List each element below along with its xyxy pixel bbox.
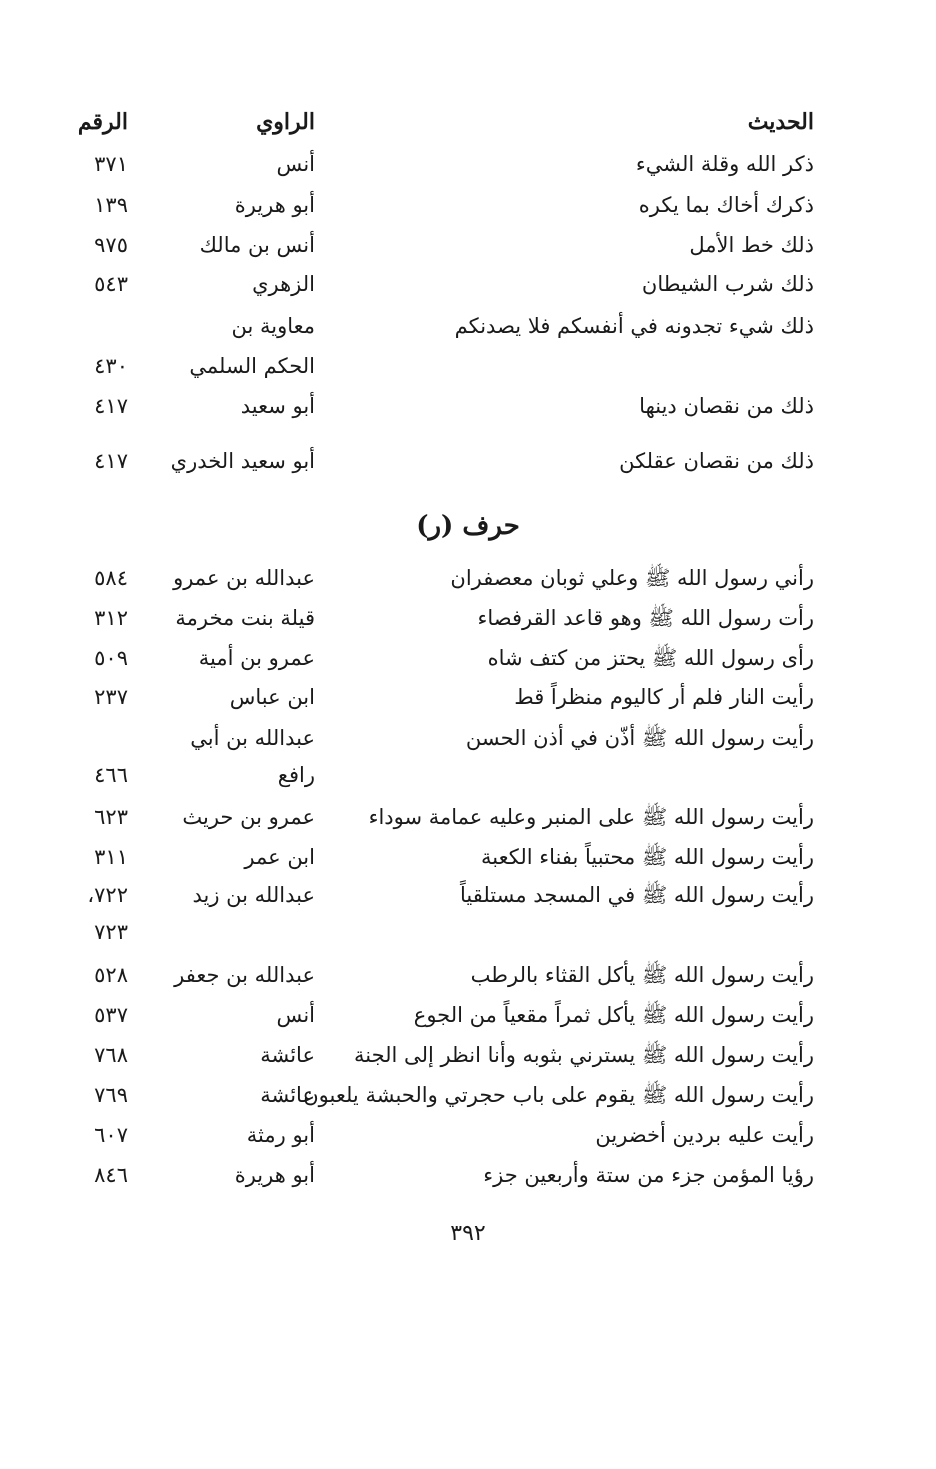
hadith-text: ذلك من نقصان دينها xyxy=(639,394,814,418)
table-row xyxy=(0,386,936,426)
table-row xyxy=(0,955,936,995)
narrator: ابن عمر xyxy=(244,845,315,869)
narrator: رافع xyxy=(277,763,315,787)
page-number: ٣٩٢ xyxy=(450,1221,486,1246)
hadith-text: رأى رسول الله ﷺ يحتز من كتف شاه xyxy=(487,646,814,670)
hadith-text: رأيت النار فلم أر كاليوم منظراً قط xyxy=(514,685,814,709)
narrator: عبدالله بن زيد xyxy=(192,883,315,907)
hadith-number: ٩٧٥ xyxy=(94,233,128,257)
narrator: قيلة بنت مخرمة xyxy=(175,606,315,630)
table-row xyxy=(0,797,936,837)
header-number: الرقم xyxy=(77,109,128,135)
table-row xyxy=(0,598,936,638)
hadith-number: ٨٤٦ xyxy=(94,1163,128,1187)
table-row xyxy=(0,837,936,877)
table-row xyxy=(0,144,936,184)
hadith-number: ٥٨٤ xyxy=(94,566,128,590)
narrator: ابن عباس xyxy=(229,685,315,709)
narrator: أنس xyxy=(276,152,315,176)
hadith-number: ٦٢٣ xyxy=(94,805,128,829)
header-hadith: الحديث xyxy=(747,109,814,135)
table-row xyxy=(0,755,936,795)
narrator: أنس xyxy=(276,1003,315,1027)
hadith-number: ٥٢٨ xyxy=(94,963,128,987)
hadith-number: ٤١٧ xyxy=(94,449,128,473)
table-row xyxy=(0,225,936,265)
hadith-text: ذكرك أخاك بما يكره xyxy=(638,193,814,217)
hadith-text: رأيت رسول الله ﷺ يقوم على باب حجرتي والحبشة يلعبون xyxy=(303,1083,814,1107)
hadith-text: ذلك شرب الشيطان xyxy=(641,272,814,296)
narrator: الزهري xyxy=(252,272,315,296)
hadith-text: رأيت رسول الله ﷺ أذّن في أذن الحسن xyxy=(465,726,814,750)
hadith-text: رأيت رسول الله ﷺ على المنبر وعليه عمامة سوداء xyxy=(368,805,814,829)
narrator: أبو سعيد الخدري xyxy=(170,449,315,473)
narrator: عمرو بن حريث xyxy=(182,805,315,829)
hadith-number: ٦٠٧ xyxy=(94,1123,128,1147)
hadith-number: ٧٢٢، xyxy=(87,883,128,907)
hadith-text: رؤيا المؤمن جزء من ستة وأربعين جزء xyxy=(483,1163,814,1187)
hadith-text: رأت رسول الله ﷺ وهو قاعد القرفصاء xyxy=(477,606,814,630)
hadith-number: ٣١١ xyxy=(94,845,128,869)
hadith-text: رأيت رسول الله ﷺ يأكل القثاء بالرطب xyxy=(470,963,814,987)
table-row xyxy=(0,1155,936,1195)
hadith-number: ٥٤٣ xyxy=(94,272,128,296)
hadith-number: ٤٦٦ xyxy=(94,763,128,787)
table-row xyxy=(0,264,936,304)
hadith-text: ذلك خط الأمل xyxy=(689,233,814,257)
section-title: حرف (ر) xyxy=(416,511,520,541)
hadith-number: ٤٣٠ xyxy=(94,354,128,378)
hadith-number: ٥٣٧ xyxy=(94,1003,128,1027)
hadith-text: رأيت رسول الله ﷺ يسترني بثوبه وأنا انظر إلى الجنة xyxy=(354,1043,814,1067)
narrator: عبدالله بن أبي xyxy=(190,726,315,750)
hadith-number: ٣١٢ xyxy=(94,606,128,630)
narrator: أبو هريرة xyxy=(234,193,315,217)
hadith-text: رأيت رسول الله ﷺ يأكل ثمراً مقعياً من الجوع xyxy=(413,1003,814,1027)
narrator: أبو سعيد xyxy=(240,394,315,418)
table-row xyxy=(0,1035,936,1075)
table-row xyxy=(0,558,936,598)
narrator: عمرو بن أمية xyxy=(198,646,315,670)
narrator: عبدالله بن عمرو xyxy=(173,566,315,590)
hadith-number: ٣٧١ xyxy=(94,152,128,176)
hadith-text: ذلك شيء تجدونه في أنفسكم فلا يصدنكم xyxy=(454,314,814,338)
hadith-text: رأيت رسول الله ﷺ في المسجد مستلقياً xyxy=(459,883,814,907)
narrator: عبدالله بن جعفر xyxy=(174,963,315,987)
header-rawi: الراوي xyxy=(256,109,315,135)
hadith-number: ٥٠٩ xyxy=(94,646,128,670)
narrator: عائشة xyxy=(260,1083,315,1107)
hadith-text: رأني رسول الله ﷺ وعلي ثوبان معصفران xyxy=(450,566,814,590)
table-row xyxy=(0,995,936,1035)
narrator: أبو رمثة xyxy=(246,1123,315,1147)
hadith-text: ذكر الله وقلة الشيء xyxy=(635,152,814,176)
hadith-number: ٧٦٨ xyxy=(94,1043,128,1067)
table-row xyxy=(0,185,936,225)
hadith-number: ٧٦٩ xyxy=(94,1083,128,1107)
hadith-text: رأيت عليه بردين أخضرين xyxy=(595,1123,814,1147)
table-row xyxy=(0,346,936,386)
hadith-number: ٧٢٣ xyxy=(94,920,128,944)
narrator: معاوية بن xyxy=(231,314,315,338)
table-row xyxy=(0,638,936,678)
table-header xyxy=(0,102,936,142)
table-row xyxy=(0,718,936,758)
table-row xyxy=(0,875,936,915)
narrator: عائشة xyxy=(260,1043,315,1067)
hadith-number: ١٣٩ xyxy=(94,193,128,217)
hadith-number: ٢٣٧ xyxy=(94,685,128,709)
table-row xyxy=(0,441,936,481)
table-row xyxy=(0,912,936,952)
narrator: الحكم السلمي xyxy=(189,354,315,378)
hadith-text: رأيت رسول الله ﷺ محتبياً بفناء الكعبة xyxy=(481,845,814,869)
table-row xyxy=(0,677,936,717)
table-row xyxy=(0,1115,936,1155)
hadith-text: ذلك من نقصان عقلكن xyxy=(619,449,814,473)
narrator: أنس بن مالك xyxy=(199,233,315,257)
table-row xyxy=(0,1075,936,1115)
hadith-number: ٤١٧ xyxy=(94,394,128,418)
table-row xyxy=(0,306,936,346)
narrator: أبو هريرة xyxy=(234,1163,315,1187)
